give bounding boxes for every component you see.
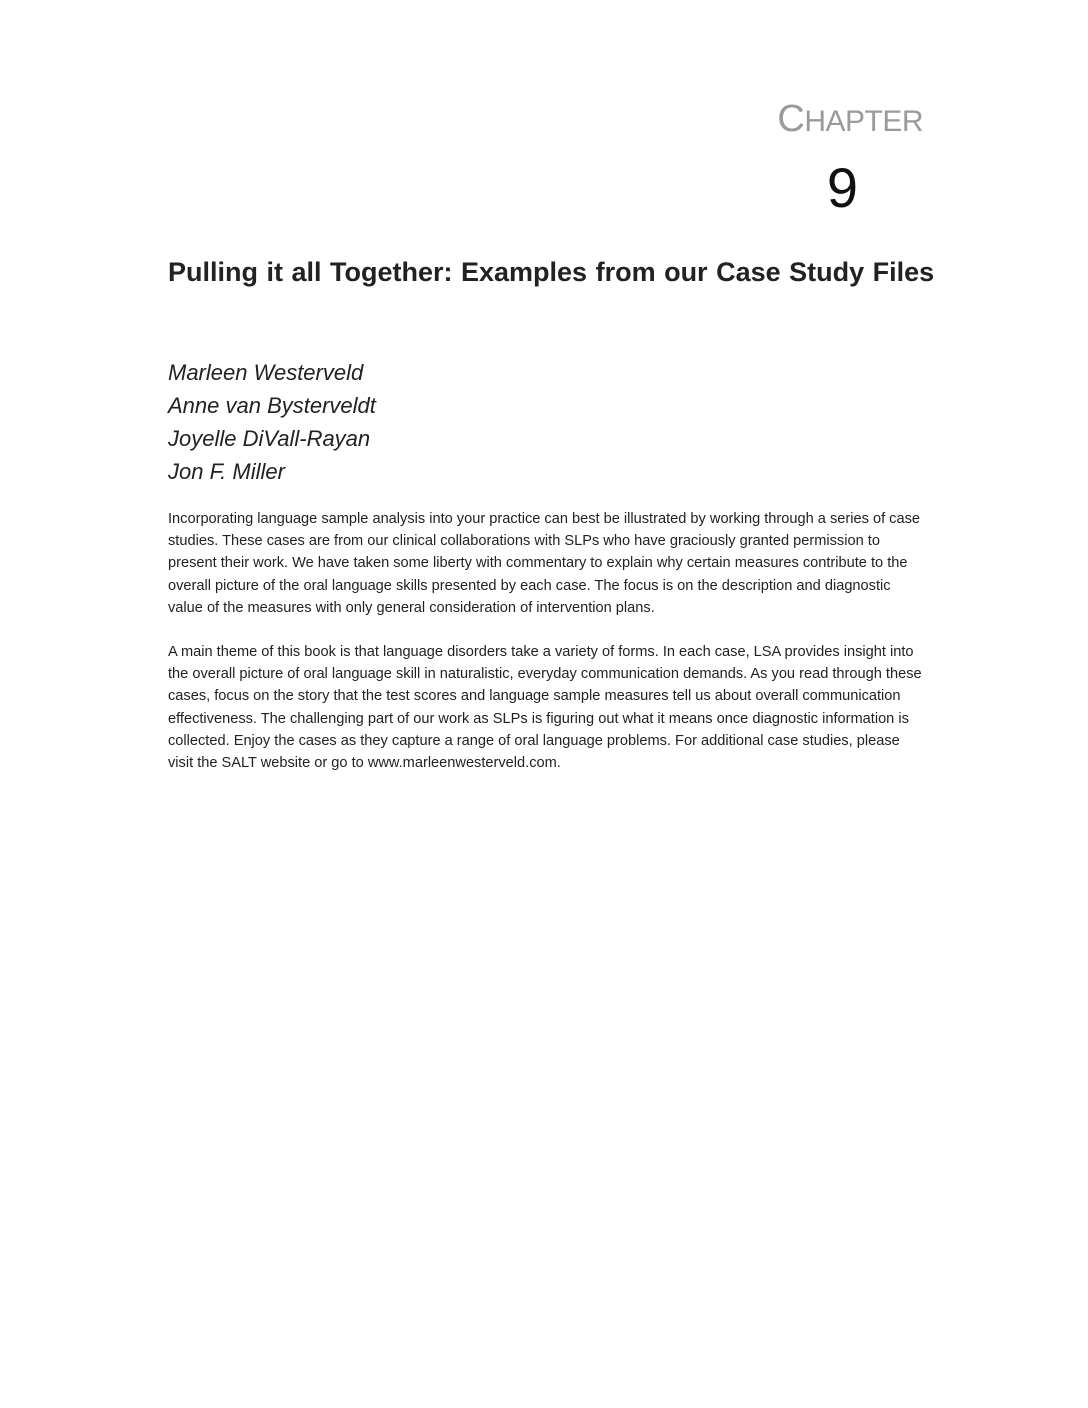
paragraph: Incorporating language sample analysis into your practice can best be illustrated by working through a series of case studies. These cases are from our clinical collaborations with SLPs who have graciously granted permission to present their work. We have taken some liberty with commentary to explain why certain measures contribute to the overall picture of the oral language skills presented by each case. The focus is on the description and diagnostic value of the measures with only general consideration of intervention plans. [168,511,920,616]
author-name: Joyelle DiVall-Rayan [168,426,371,451]
chapter-title: Pulling it all Together: Examples from our Case Study Files [168,257,935,287]
author-list [168,356,376,488]
body-text [168,508,928,796]
chapter-number: 9 [826,156,858,219]
author-name: Anne van Bysterveldt [168,393,376,418]
author-name: Jon F. Miller [168,459,285,484]
chapter-label-initial: C [777,98,805,140]
author-name: Marleen Westerveld [168,360,364,385]
chapter-label [777,100,923,138]
chapter-label-rest: HAPTER [804,105,923,138]
paragraph: A main theme of this book is that language disorders take a variety of forms. In each case, LSA provides insight into the overall picture of oral language skill in naturalistic, everyday communication demands. As you read through these cases, focus on the story that the test scores and language sample measures tell us about overall communication effectiveness. The challenging part of our work as SLPs is figuring out what it means once diagnostic information is collected. Enjoy the cases as they capture a range of oral language problems. For additional case studies, please visit the SALT website or go to www.marleenwesterveld.com. [168,644,922,772]
